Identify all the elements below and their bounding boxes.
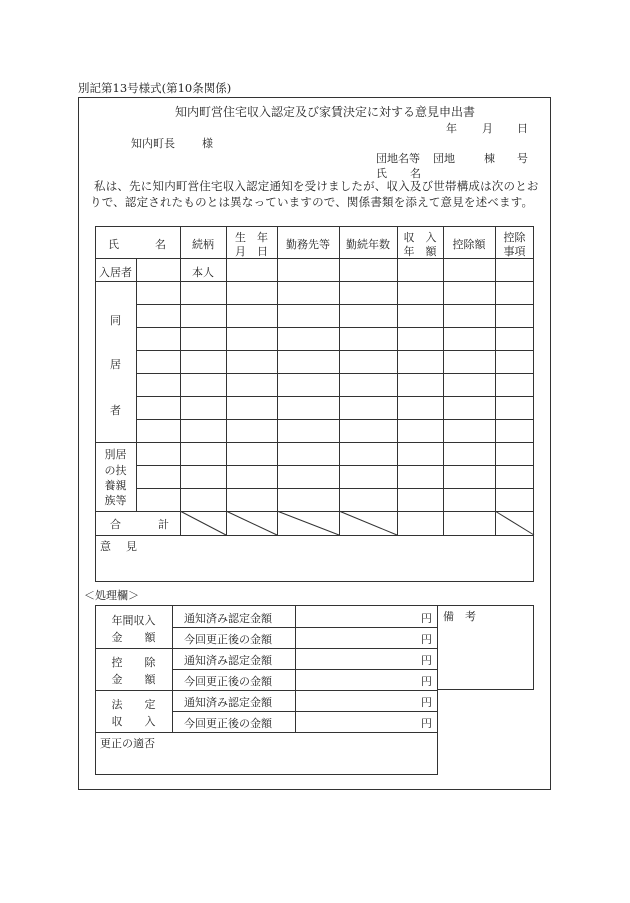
header-deduct-bottom: 事項 <box>503 245 526 258</box>
header-deduct-top: 控除 <box>503 231 526 244</box>
row-label: 今回更正後の金額 <box>184 633 272 646</box>
group-income-line1: 年間収入 <box>111 614 156 627</box>
header-income-bottom: 年 額 <box>403 245 437 258</box>
header-birth-top: 生 年 <box>235 231 268 244</box>
date-year: 年 <box>446 122 457 135</box>
cohabitant-char-2: 居 <box>110 358 121 371</box>
header-income-top: 収 入 <box>403 231 437 244</box>
gou-label: 号 <box>517 152 528 165</box>
header-relation: 続柄 <box>192 238 214 251</box>
group-deduction-line1: 控 除 <box>111 656 156 669</box>
building-label: 団地名等 <box>376 152 420 165</box>
yen-unit: 円 <box>421 633 432 646</box>
header-name-shi: 氏 <box>108 238 119 251</box>
addressee-honorific: 様 <box>202 137 213 150</box>
total-label-right: 計 <box>158 518 169 531</box>
statement-line-1: 私は、先に知内町営住宅収入認定通知を受けましたが、収入及び世帯構成は次のとお <box>94 179 539 193</box>
group-deduction-line2: 金 額 <box>111 673 156 686</box>
group-legal-line2: 収 入 <box>111 715 156 728</box>
group-legal-line1: 法 定 <box>111 698 156 711</box>
date-day: 日 <box>517 122 528 135</box>
header-workplace: 勤務先等 <box>286 238 330 251</box>
header-deduction: 控除額 <box>452 238 486 251</box>
header-years: 勤続年数 <box>346 238 390 251</box>
separate-line-3: 養親 <box>104 479 127 492</box>
group-income-line2: 金 額 <box>111 631 156 644</box>
separate-line-2: の扶 <box>104 464 127 477</box>
total-label-left: 合 <box>110 518 121 531</box>
date-month: 月 <box>482 122 493 135</box>
danchi-label: 団地 <box>433 152 455 165</box>
separate-line-4: 族等 <box>104 494 127 507</box>
yen-unit: 円 <box>421 696 432 709</box>
cohabitant-char-1: 同 <box>110 314 121 327</box>
applicant-name-shi: 氏 <box>376 167 387 180</box>
header-birth-bottom: 月 日 <box>235 245 268 258</box>
resident-relation: 本人 <box>192 266 214 279</box>
opinion-label-left: 意 <box>100 540 111 553</box>
cohabitant-char-3: 者 <box>110 404 121 417</box>
row-label: 通知済み認定金額 <box>184 612 272 625</box>
tou-label: 棟 <box>484 152 495 165</box>
addressee: 知内町長 <box>131 137 175 150</box>
row-label: 今回更正後の金額 <box>184 717 272 730</box>
separate-line-1: 別居 <box>104 448 127 461</box>
row-label: 通知済み認定金額 <box>184 654 272 667</box>
processing-title: ＜処理欄＞ <box>84 589 139 602</box>
form-number-label: 別記第13号様式(第10条関係) <box>78 81 232 95</box>
correction-label: 更正の適否 <box>100 737 155 750</box>
applicant-name-mei: 名 <box>410 167 421 180</box>
yen-unit: 円 <box>421 612 432 625</box>
resident-label: 入居者 <box>99 266 132 279</box>
yen-unit: 円 <box>421 717 432 730</box>
yen-unit: 円 <box>421 654 432 667</box>
form-title: 知内町営住宅収入認定及び家賃決定に対する意見申出書 <box>175 105 476 119</box>
header-name-mei: 名 <box>155 238 166 251</box>
row-label: 通知済み認定金額 <box>184 696 272 709</box>
statement-line-2: りで、認定されたものとは異なっていますので、関係書類を添えて意見を述べます。 <box>90 195 534 209</box>
row-label: 今回更正後の金額 <box>184 675 272 688</box>
remarks-label: 備 考 <box>443 610 476 623</box>
opinion-label-right: 見 <box>126 540 137 553</box>
yen-unit: 円 <box>421 675 432 688</box>
